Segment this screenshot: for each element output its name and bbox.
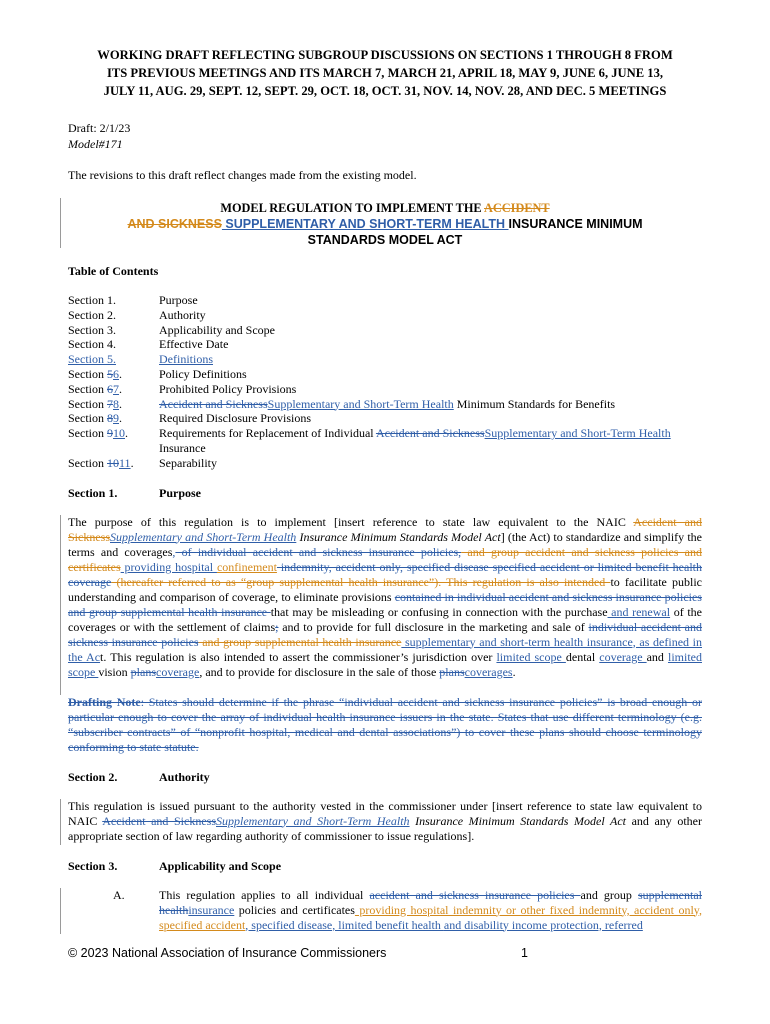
inserted-text: and renewal	[607, 604, 671, 619]
inserted-text: and disability income protection, referred	[443, 917, 643, 932]
change-bar	[60, 888, 61, 934]
toc-section-title: Definitions	[159, 352, 213, 367]
toc-number-deleted: 9	[107, 426, 113, 441]
toc-number-deleted: 5	[107, 366, 113, 381]
inserted-text: insurance	[188, 902, 235, 917]
inserted-text: providing hospital indemnity or other fixed indemnity, accident only, specified accident	[159, 902, 702, 932]
toc-title-prefix: Requirements for Replacement of Individual	[159, 426, 376, 441]
toc-row[interactable]	[68, 293, 702, 308]
text-run: .	[512, 664, 516, 679]
authority-paragraph	[68, 799, 702, 844]
toc-section-title: Applicability and Scope	[159, 322, 275, 337]
inserted-text: Supplementary and Short-Term Health	[110, 529, 297, 544]
toc-section-suffix: .	[119, 366, 122, 381]
copyright-notice: © 2023 National Association of Insurance Commissioners	[68, 946, 387, 960]
page-footer	[68, 946, 702, 960]
deleted-text: ;	[275, 619, 279, 634]
toc-number-inserted: 6	[113, 366, 119, 381]
inserted-text: coverages	[464, 664, 513, 679]
toc-section-suffix: .	[119, 411, 122, 426]
toc-section-prefix: Section	[68, 426, 107, 441]
toc-number-deleted: 10	[107, 455, 119, 470]
text-run: and any other appropriate section of law regarding authority of commissioner to issue regulations].	[68, 813, 703, 843]
section-number: Section 1.	[68, 485, 118, 500]
text-run: and to provide for full disclosure in the marketing and sale of	[278, 619, 589, 634]
toc-section-prefix: Section	[68, 381, 107, 396]
text-run: Insurance Minimum Standards Model Act	[409, 813, 627, 828]
toc-row[interactable]	[68, 323, 702, 338]
deleted-text: indemnity, accident only, specified disease specified accident or limited benefit health coverage	[68, 559, 702, 589]
toc-section-number: Section 4.	[68, 337, 116, 352]
text-run: The purpose of this regulation is to implement [insert reference to state law equivalent to the NAIC	[68, 514, 634, 529]
item-text	[159, 888, 702, 933]
toc-row[interactable]	[68, 367, 702, 382]
deleted-text: accident and sickness insurance policies	[369, 887, 581, 902]
document-header	[68, 46, 702, 100]
text-run: and	[646, 649, 668, 664]
change-bar	[60, 198, 61, 248]
text-run: t. This regulation is also intended to assert the commissioner’s jurisdiction over	[100, 649, 497, 664]
toc-section-title: Required Disclosure Provisions	[159, 411, 311, 426]
toc-section-prefix: Section	[68, 455, 107, 470]
section-number: Section 3.	[68, 858, 118, 873]
text-run: policies and certificates	[234, 902, 355, 917]
toc-title-inserted: Supplementary and Short-Term Health	[267, 396, 454, 411]
toc-section-prefix: Section	[68, 396, 107, 411]
section-2-heading	[68, 769, 702, 785]
deleted-text: (hereafter referred to as “group supplemental health insurance”). This regulation is also intended	[111, 574, 611, 589]
toc-section-number: Section 1.	[68, 293, 116, 307]
deleted-text: plans	[130, 664, 157, 679]
section-3-heading	[68, 858, 702, 874]
toc-title-line-2: Insurance	[159, 440, 206, 455]
drafting-note-text: : States should determine if the phrase “individual accident and sickness insurance policies” is broad enough or particular enough to cover the array of individual health insurance issuers in the state. States that use different terminology (e.g. “subscriber contracts” of “nonprofit hospital, medical and dental associations”) to cover these plans should choose terminology conforming to state statute.	[68, 694, 702, 754]
purpose-paragraph	[68, 515, 702, 680]
toc-section-prefix: Section	[68, 411, 107, 426]
text-run: and group	[580, 887, 639, 902]
toc-section-number: Section 2.	[68, 307, 116, 322]
inserted-text: supplementary and short-term health insurance, as defined in the Ac	[68, 634, 702, 664]
deleted-text: and group supplemental health insurance	[198, 634, 402, 649]
section-title: Authority	[159, 769, 210, 784]
deleted-text: individual accident and sickness insurance policies	[68, 619, 702, 649]
toc-section-suffix: .	[130, 455, 134, 470]
deleted-text: plans	[439, 664, 465, 679]
header-line-1: WORKING DRAFT REFLECTING SUBGROUP DISCUSSIONS ON SECTIONS 1 THROUGH 8 FROM	[97, 48, 673, 62]
deleted-text: and group accident and sickness policies and certificates	[68, 544, 702, 574]
header-line-2: ITS PREVIOUS MEETINGS AND ITS MARCH 7, MARCH 21, APRIL 18, MAY 9, JUNE 6, JUNE 13,	[106, 66, 664, 80]
deleted-text: of individual accident and sickness insurance policies,	[175, 544, 462, 559]
toc-section-title: Prohibited Policy Provisions	[159, 381, 297, 396]
toc-number-deleted: 7	[107, 396, 113, 411]
text-run: This regulation applies to all individual	[159, 887, 370, 902]
toc-title-rest: Minimum Standards for Benefits	[453, 396, 616, 411]
toc-section-title: Effective Date	[159, 337, 229, 352]
toc-number-deleted: 6	[107, 381, 113, 396]
toc-row[interactable]	[68, 337, 702, 352]
toc-row[interactable]	[68, 382, 702, 397]
toc-row[interactable]	[68, 397, 702, 412]
change-bar	[60, 799, 61, 845]
toc-title-deleted: Accident and Sickness	[159, 396, 268, 411]
drafting-note-label: Drafting Note	[68, 694, 141, 709]
section-3-item-a	[68, 888, 702, 933]
text-run: of the coverages or with the settlement of claims	[68, 604, 702, 634]
toc-row[interactable]	[68, 352, 702, 367]
page-number: 1	[521, 946, 528, 960]
toc-section-suffix: .	[119, 396, 122, 411]
inserted-text: coverage	[599, 649, 647, 664]
text-run: that may be misleading or confusing in connection with the purchase	[270, 604, 608, 619]
title-suffix-1: INSURANCE MINIMUM	[508, 217, 643, 231]
inserted-text: providing hospital	[120, 559, 217, 574]
inserted-text: , specified disease, limited benefit health	[245, 917, 444, 932]
section-1-heading	[68, 485, 702, 501]
header-line-3: JULY 11, AUG. 29, SEPT. 12, SEPT. 29, OCT. 18, OCT. 31, NOV. 14, NOV. 28, AND DEC. 5 MEETINGS	[103, 84, 667, 98]
title-deleted-1: ACCIDENT	[484, 201, 550, 215]
deleted-text: supplemental health	[159, 887, 702, 917]
toc-section-title: Separability	[159, 455, 217, 470]
change-bar	[60, 515, 61, 695]
toc-number-inserted: 7	[113, 381, 119, 396]
toc-section-number: Section 3.	[68, 322, 116, 337]
inserted-text: limited scope	[496, 649, 566, 664]
inserted-text: Supplementary and Short-Term Health	[216, 813, 410, 828]
inserted-text: ,	[172, 544, 176, 559]
toc-section-suffix: .	[119, 381, 122, 396]
title-deleted-2: AND SICKNESS	[127, 217, 222, 231]
section-title: Applicability and Scope	[159, 858, 282, 873]
regulation-title	[68, 200, 702, 248]
toc-section-title: Policy Definitions	[159, 366, 247, 381]
item-label: A.	[113, 887, 125, 902]
title-inserted: SUPPLEMENTARY AND SHORT-TERM HEALTH	[221, 217, 509, 231]
model-number: Model#171	[68, 137, 123, 151]
toc-heading: Table of Contents	[68, 264, 159, 278]
toc-section-title: Authority	[159, 307, 206, 322]
toc-row[interactable]	[68, 456, 702, 471]
toc-number-inserted: 9	[113, 411, 119, 426]
deleted-text: Accident and Sickness	[68, 514, 702, 544]
table-of-contents	[68, 293, 702, 471]
document-page	[68, 46, 702, 933]
text-run: ] (the Act) to standardize and simplify the terms and coverages	[68, 529, 702, 559]
toc-section-title: Purpose	[159, 293, 198, 307]
text-run: , and to provide for disclosure in the sale of those	[199, 664, 440, 679]
title-suffix-2: STANDARDS MODEL ACT	[307, 233, 463, 247]
drafting-note	[68, 695, 702, 755]
section-2-body	[68, 799, 702, 844]
revisions-note: The revisions to this draft reflect changes made from the existing model.	[68, 168, 417, 182]
toc-section-number: Section 5.	[68, 352, 116, 367]
deleted-text: contained in individual accident and sickness insurance policies and group supplemental health insurance	[68, 589, 702, 619]
toc-number-deleted: 8	[107, 411, 113, 426]
toc-number-inserted: 11	[119, 455, 131, 470]
text-run: Insurance Minimum Standards Model Act	[296, 529, 501, 544]
toc-row[interactable]	[68, 426, 702, 456]
toc-row[interactable]	[68, 411, 702, 426]
draft-meta	[68, 120, 702, 183]
text-run: This regulation is issued pursuant to the authority vested in the commissioner under [insert reference to state law equivalent to NAIC	[68, 798, 702, 828]
toc-number-inserted: 8	[113, 396, 119, 411]
text-run: dental	[565, 649, 600, 664]
section-number: Section 2.	[68, 769, 118, 784]
deleted-text: Accident and Sickness	[102, 813, 216, 828]
toc-section-suffix: .	[125, 426, 128, 441]
toc-title-inserted: Supplementary and Short-Term Health	[484, 426, 671, 441]
toc-number-inserted: 10	[113, 426, 125, 441]
toc-row[interactable]	[68, 308, 702, 323]
inserted-text: limited scope	[68, 649, 702, 679]
title-prefix: MODEL REGULATION TO IMPLEMENT THE	[220, 201, 485, 215]
section-title: Purpose	[159, 485, 201, 500]
draft-date: Draft: 2/1/23	[68, 121, 131, 135]
text-run: vision	[98, 664, 131, 679]
inserted-text: coverage	[156, 664, 200, 679]
toc-title-deleted: Accident and Sickness	[375, 426, 485, 441]
text-run: to facilitate public understanding and comparison of coverage, to eliminate provisions	[68, 574, 702, 604]
inserted-text: confinement	[216, 559, 277, 574]
section-1-body	[68, 515, 702, 755]
toc-section-prefix: Section	[68, 366, 107, 381]
